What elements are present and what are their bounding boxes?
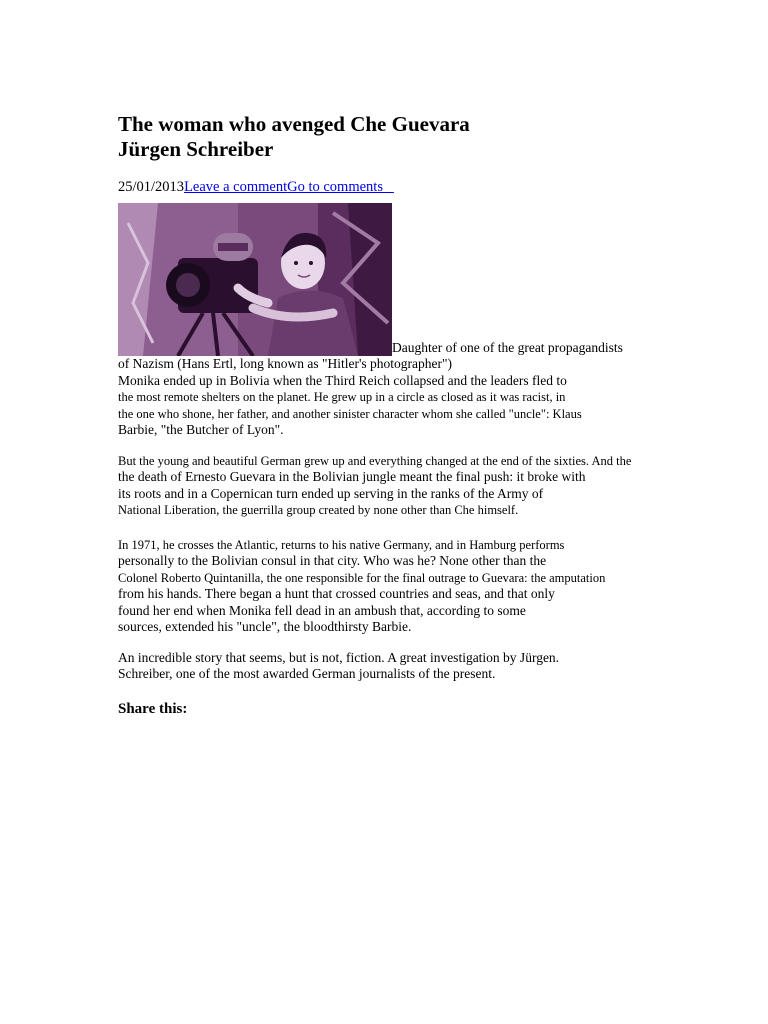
p3-line-3: from his hands. There began a hunt that crossed countries and seas, and that only: [118, 586, 555, 601]
p3-line-1: personally to the Bolivian consul in that city. Who was he? None other than the: [118, 553, 547, 568]
paragraph-3: [118, 537, 688, 636]
p3-line-4: found her end when Monika fell dead in an ambush that, according to some: [118, 602, 526, 618]
article: [118, 112, 688, 718]
p2-line-3: National Liberation, the guerrilla group created by none other than Che himself.: [118, 503, 519, 517]
p1-line-4: the one who shone, her father, and another sinister character whom she called "uncle": Klaus: [118, 406, 582, 421]
leave-comment-link[interactable]: Leave a comment: [184, 179, 288, 195]
photo-and-intro: [118, 203, 688, 356]
p1-line-3: the most remote shelters on the planet. He grew up in a circle as closed as it was racist, in: [118, 390, 566, 404]
p1-line-5: Barbie, "the Butcher of Lyon".: [118, 422, 284, 437]
article-title: The woman who avenged Che Guevara: [118, 112, 470, 136]
p1-line-0: Daughter of one of the great propagandists: [392, 340, 623, 355]
share-heading: Share this:: [118, 700, 188, 717]
p1-line-1: of Nazism (Hans Ertl, long known as "Hitler's photographer"): [118, 356, 453, 371]
article-meta: [118, 178, 688, 196]
p3-line-0: In 1971, he crosses the Atlantic, returns to his native Germany, and in Hamburg performs: [118, 537, 565, 552]
p2-line-1: the death of Ernesto Guevara in the Bolivian jungle meant the final push: it broke with: [118, 469, 586, 484]
article-date: 25/01/2013: [118, 179, 185, 195]
paragraph-2: [118, 453, 688, 519]
paragraph-4: [118, 650, 688, 683]
p3-line-2: Colonel Roberto Quintanilla, the one responsible for the final outrage to Guevara: the amputation: [118, 570, 606, 585]
article-title-block: [118, 112, 688, 162]
p1-line-2: Monika ended up in Bolivia when the Third Reich collapsed and the leaders fled to: [118, 372, 567, 388]
article-author: Jürgen Schreiber: [118, 137, 274, 161]
photo-woman-with-camera: [118, 203, 392, 356]
paragraph-1: [118, 356, 688, 439]
p3-line-5: sources, extended his "uncle", the bloodthirsty Barbie.: [118, 619, 412, 634]
go-to-comments-label: Go to comments: [287, 179, 383, 195]
article-photo: [118, 203, 392, 356]
p4-line-1: Schreiber, one of the most awarded German journalists of the present.: [118, 666, 496, 681]
p2-line-0: But the young and beautiful German grew up and everything changed at the end of the sixties. And the: [118, 453, 632, 468]
p4-line-0: An incredible story that seems, but is not, fiction. A great investigation by Jürgen.: [118, 649, 560, 665]
go-to-comments-link[interactable]: [287, 179, 394, 195]
p2-line-2: its roots and in a Copernican turn ended up serving in the ranks of the Army of: [118, 485, 544, 501]
